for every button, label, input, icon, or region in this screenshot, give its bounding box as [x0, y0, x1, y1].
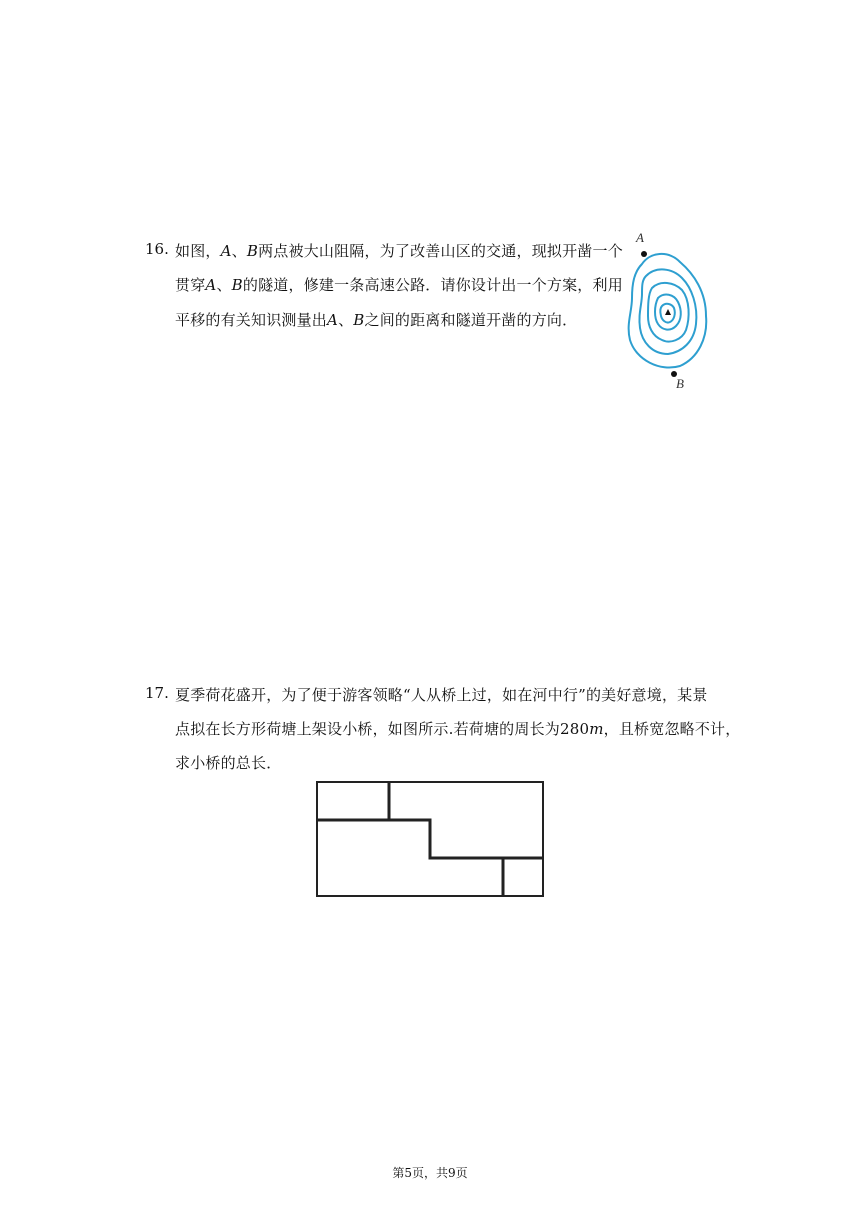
math-variable: B	[353, 311, 365, 329]
question-17	[145, 684, 745, 784]
question-text-line-2: 贯穿A、B的隧道，修建一条高速公路．请你设计出一个方案，利用	[175, 276, 623, 294]
math-variable: A	[327, 311, 339, 329]
question-text-line-2: 点拟在长方形荷塘上架设小桥，如图所示.若荷塘的周长为280m，且桥宽忽略不计，	[175, 720, 741, 738]
question-16	[145, 240, 625, 340]
page-footer: 第5页，共9页	[392, 1166, 468, 1180]
question-text-line-3: 求小桥的总长．	[175, 754, 282, 772]
point-a-dot	[641, 251, 647, 257]
question-number: 17.	[145, 684, 169, 702]
math-variable: B	[246, 242, 259, 260]
math-variable: B	[231, 276, 243, 294]
question-number: 16.	[145, 240, 169, 258]
summit-marker	[665, 309, 671, 315]
math-variable: m	[589, 720, 604, 738]
pond-bridge-figure	[315, 780, 545, 898]
question-text-line-3: 平移的有关知识测量出A、B之间的距离和隧道开凿的方向．	[175, 311, 578, 329]
math-variable: A	[220, 242, 232, 260]
point-a-label: A	[636, 230, 644, 245]
math-variable: A	[205, 276, 217, 294]
mountain-contour-figure	[620, 228, 710, 393]
question-text-line-1: 夏季荷花盛开，为了便于游客领略“人从桥上过，如在河中行”的美好意境，某景	[175, 686, 708, 704]
bridge-path	[317, 820, 543, 858]
question-text-line-1: 如图，A、B两点被大山阻隔，为了改善山区的交通，现拟开凿一个	[175, 242, 623, 260]
point-b-label: B	[676, 376, 684, 391]
